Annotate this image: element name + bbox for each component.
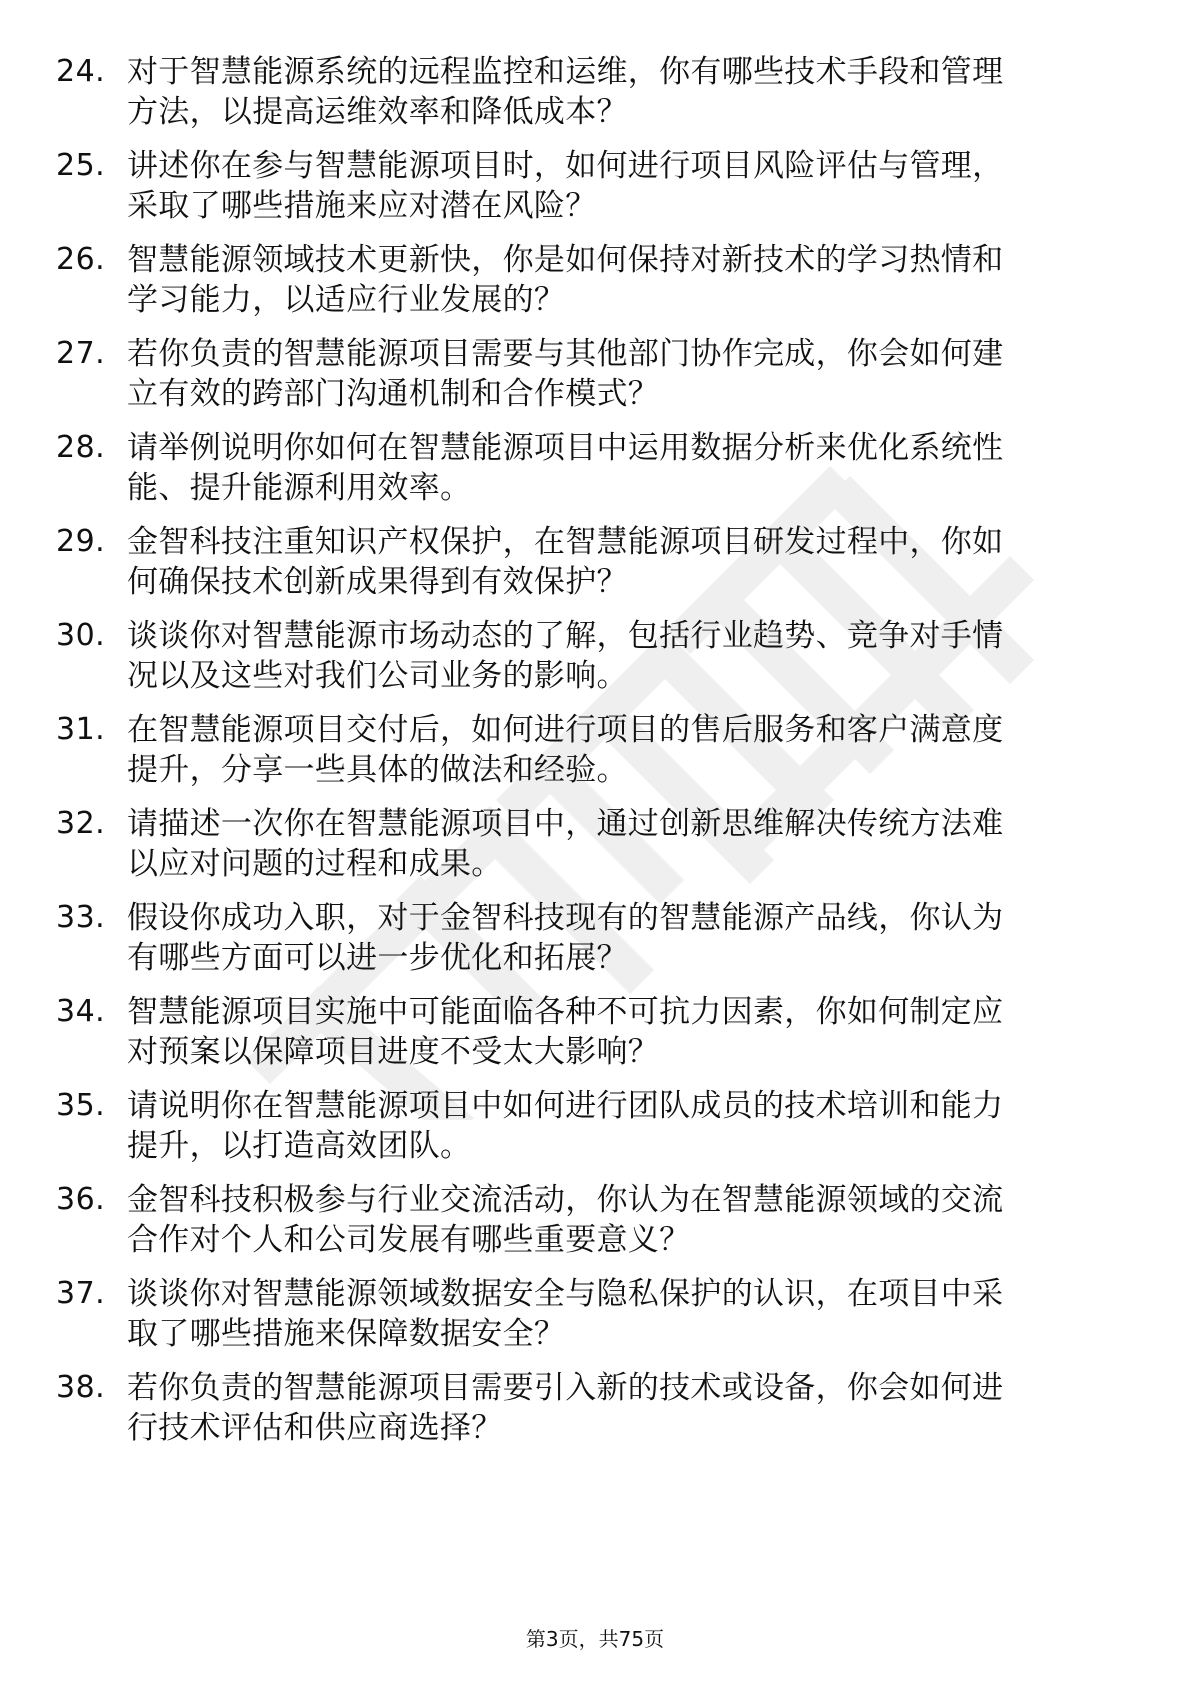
list-item [0, 1180, 1190, 1272]
page-footer [0, 1626, 1190, 1652]
question-text: 若你负责的智慧能源项目需要与其他部门协作完成，你会如何建 立有效的跨部门沟通机制和合作模式？ [127, 336, 1004, 412]
list-item [0, 616, 1190, 708]
question-text: 谈谈你对智慧能源领域数据安全与隐私保护的认识，在项目中采 取了哪些措施来保障数据安全？ [127, 1276, 1004, 1352]
list-item [0, 146, 1190, 238]
question-number: 29. [56, 524, 106, 559]
question-text: 讲述你在参与智慧能源项目时，如何进行项目风险评估与管理， 采取了哪些措施来应对潜在风险？ [127, 148, 1004, 224]
question-text: 对于智慧能源系统的远程监控和运维，你有哪些技术手段和管理 方法，以提高运维效率和降低成本？ [127, 54, 1004, 130]
question-number: 35. [56, 1088, 106, 1123]
question-number: 24. [56, 54, 106, 89]
question-text: 金智科技注重知识产权保护，在智慧能源项目研发过程中，你如 何确保技术创新成果得到有效保护？ [127, 524, 1004, 600]
question-number: 27. [56, 336, 106, 371]
question-text: 请举例说明你如何在智慧能源项目中运用数据分析来优化系统性 能、提升能源利用效率。 [127, 430, 1004, 506]
question-text: 金智科技积极参与行业交流活动，你认为在智慧能源领域的交流 合作对个人和公司发展有哪些重要意义？ [127, 1182, 1004, 1258]
question-number: 34. [56, 994, 106, 1029]
question-number: 38. [56, 1370, 106, 1405]
list-item [0, 898, 1190, 990]
list-item [0, 52, 1190, 144]
question-number: 26. [56, 242, 106, 277]
question-number: 28. [56, 430, 106, 465]
question-text: 若你负责的智慧能源项目需要引入新的技术或设备，你会如何进 行技术评估和供应商选择？ [127, 1370, 1004, 1446]
list-item [0, 804, 1190, 896]
question-text: 智慧能源领域技术更新快，你是如何保持对新技术的学习热情和 学习能力，以适应行业发展的？ [127, 242, 1004, 318]
list-item [0, 710, 1190, 802]
list-item [0, 334, 1190, 426]
question-number: 25. [56, 148, 106, 183]
question-number: 31. [56, 712, 106, 747]
question-text: 请描述一次你在智慧能源项目中，通过创新思维解决传统方法难 以应对问题的过程和成果。 [127, 806, 1004, 882]
list-item [0, 428, 1190, 520]
list-item [0, 1086, 1190, 1178]
list-item [0, 1368, 1190, 1460]
question-text: 请说明你在智慧能源项目中如何进行团队成员的技术培训和能力 提升，以打造高效团队。 [127, 1088, 1004, 1164]
list-item [0, 240, 1190, 332]
question-text: 谈谈你对智慧能源市场动态的了解，包括行业趋势、竞争对手情 况以及这些对我们公司业务的影响。 [127, 618, 1004, 694]
question-number: 32. [56, 806, 106, 841]
list-item [0, 522, 1190, 614]
list-item [0, 1274, 1190, 1366]
list-item [0, 992, 1190, 1084]
question-number: 36. [56, 1182, 106, 1217]
question-text: 智慧能源项目实施中可能面临各种不可抗力因素，你如何制定应 对预案以保障项目进度不受太大影响？ [127, 994, 1004, 1070]
page-number: 第3页，共75页 [525, 1627, 665, 1651]
question-number: 37. [56, 1276, 106, 1311]
question-text: 假设你成功入职，对于金智科技现有的智慧能源产品线，你认为 有哪些方面可以进一步优化和拓展？ [127, 900, 1004, 976]
question-text: 在智慧能源项目交付后，如何进行项目的售后服务和客户满意度 提升，分享一些具体的做法和经验。 [127, 712, 1004, 788]
question-number: 30. [56, 618, 106, 653]
question-number: 33. [56, 900, 106, 935]
